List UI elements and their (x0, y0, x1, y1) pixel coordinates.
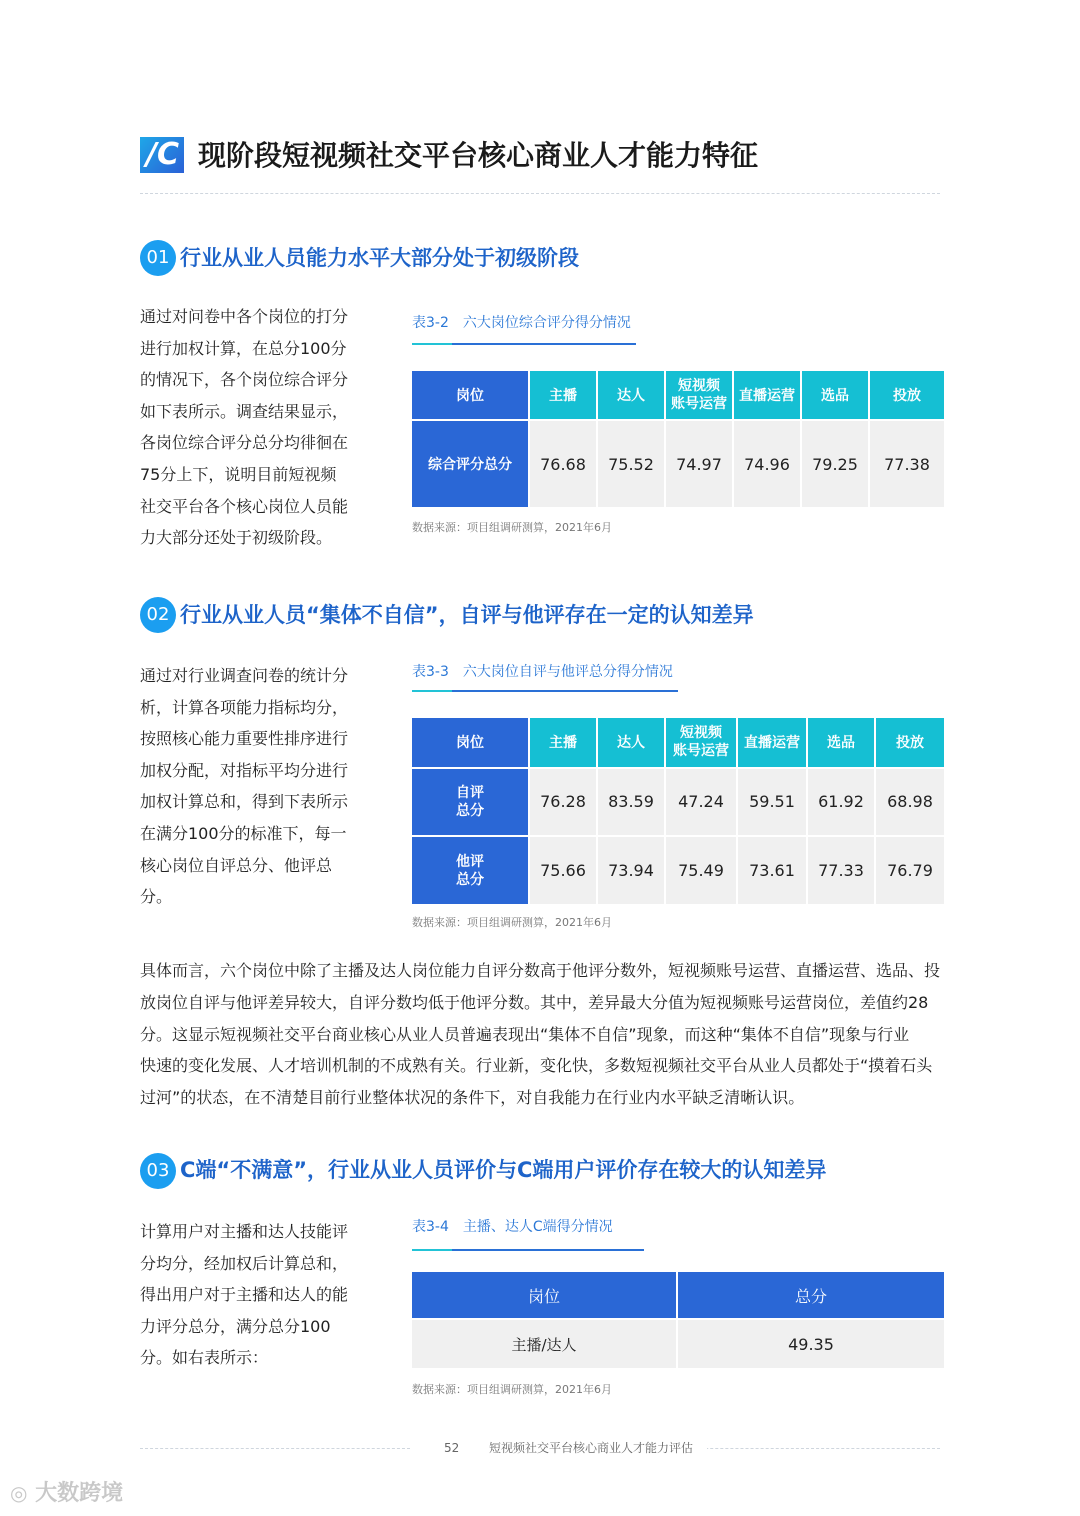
table-3-2-caption: 表3-2 六大岗位综合评分得分情况 (412, 315, 631, 331)
footer-divider-left (140, 1448, 410, 1449)
table-header-cell: 投放 (875, 717, 945, 768)
table-header-cell: 短视频 账号运营 (665, 370, 733, 420)
header-divider (140, 193, 940, 194)
text-line: 力评分总分，满分总分100 (140, 1316, 331, 1336)
header-logo (140, 137, 184, 173)
table-row (411, 420, 945, 508)
text-line: 如下表所示。调查结果显示， (140, 401, 349, 421)
caption-underline (412, 343, 636, 345)
table-3-3-caption: 表3-3 六大岗位自评与他评总分得分情况 (412, 664, 673, 680)
table-3-4-source: 数据来源：项目组调研测算，2021年6月 (412, 1383, 612, 1396)
text-line: 社交平台各个核心岗位人员能 (140, 496, 349, 516)
table-row (411, 1319, 945, 1369)
table-header-cell: 岗位 (411, 1271, 677, 1319)
text-line: 按照核心能力重要性排序进行 (140, 729, 349, 749)
text-line: 具体而言，六个岗位中除了主播及达人岗位能力自评分数高于他评分数外，短视频账号运营、直播运营、选品、投 (140, 961, 941, 980)
caption-underline (412, 1249, 644, 1251)
table-header-cell: 直播运营 (733, 370, 801, 420)
section-2-text (140, 660, 352, 913)
page-title: 现阶段短视频社交平台核心商业人才能力特征 (198, 139, 759, 172)
text-line: 分。如右表所示： (140, 1348, 269, 1368)
table-cell: 76.68 (529, 420, 597, 508)
text-line: 分。这显示短视频社交平台商业核心从业人员普遍表现出“集体不自信”现象，而这种“集体不自信”现象与行业 (140, 1024, 910, 1044)
table-3-4 (410, 1270, 946, 1370)
text-line: 加权计算总和，得到下表所示 (140, 792, 349, 812)
section-3-number: 03 (140, 1153, 176, 1189)
table-cell: 73.94 (597, 836, 665, 905)
table-header-cell: 达人 (597, 370, 665, 420)
text-line: 在满分100分的标准下，每一 (140, 823, 347, 843)
table-cell: 83.59 (597, 768, 665, 837)
watermark-text: 大数跨境 (35, 1481, 124, 1506)
text-line: 力大部分还处于初级阶段。 (140, 528, 333, 548)
table-header-cell: 选品 (801, 370, 869, 420)
table-cell: 主播/达人 (411, 1319, 677, 1369)
table-cell: 79.25 (801, 420, 869, 508)
footer-doc-title: 短视频社交平台核心商业人才能力评估 (488, 1441, 693, 1455)
table-header-cell: 岗位 (411, 370, 529, 420)
watermark (10, 1478, 123, 1509)
table-3-3-source: 数据来源：项目组调研测算，2021年6月 (412, 916, 612, 929)
table-cell: 75.52 (597, 420, 665, 508)
text-line: 的情况下，各个岗位综合评分 (140, 370, 349, 390)
section-1-title: 行业从业人员能力水平大部分处于初级阶段 (180, 246, 579, 270)
table-3-2-source: 数据来源：项目组调研测算，2021年6月 (412, 521, 612, 534)
text-line: 分均分，经加权后计算总和， (140, 1253, 349, 1273)
section-1-number: 01 (140, 240, 176, 276)
table-cell: 76.79 (875, 836, 945, 905)
table-header-cell: 投放 (869, 370, 945, 420)
text-line: 进行加权计算，在总分100分 (140, 338, 347, 358)
table-row (411, 768, 945, 837)
table-cell: 77.33 (807, 836, 875, 905)
watermark-icon: ◎ (10, 1481, 28, 1505)
text-line: 放岗位自评与他评差异较大，自评分数均低于他评分数。其中，差异最大分值为短视频账号运营岗位，差值约28 (140, 992, 929, 1012)
section-3-text (140, 1216, 352, 1374)
header-logo-text: /C (146, 137, 179, 172)
text-line: 通过对问卷中各个岗位的打分 (140, 307, 349, 326)
section-1-text (140, 301, 352, 554)
table-cell: 49.35 (677, 1319, 945, 1369)
table-cell: 73.61 (737, 836, 807, 905)
text-line: 分。 (140, 887, 173, 907)
text-line: 75分上下，说明目前短视频 (140, 464, 337, 484)
table-cell: 77.38 (869, 420, 945, 508)
caption-underline (412, 690, 678, 692)
table-cell: 47.24 (665, 768, 737, 837)
row-header-cell: 他评 总分 (411, 836, 529, 905)
table-cell: 75.49 (665, 836, 737, 905)
table-cell: 74.96 (733, 420, 801, 508)
footer-divider-right (680, 1448, 940, 1449)
table-header-cell: 选品 (807, 717, 875, 768)
row-header-cell: 综合评分总分 (411, 420, 529, 508)
text-line: 加权分配，对指标平均分进行 (140, 760, 349, 780)
table-cell: 76.28 (529, 768, 597, 837)
table-cell: 61.92 (807, 768, 875, 837)
table-header-cell: 达人 (597, 717, 665, 768)
table-cell: 68.98 (875, 768, 945, 837)
table-3-2 (410, 369, 946, 509)
text-line: 析，计算各项能力指标均分， (140, 697, 349, 717)
table-cell: 74.97 (665, 420, 733, 508)
text-line: 得出用户对于主播和达人的能 (140, 1285, 349, 1305)
table-3-3 (410, 716, 946, 906)
text-line: 通过对行业调查问卷的统计分 (140, 666, 349, 685)
table-header-cell: 岗位 (411, 717, 529, 768)
analysis-paragraph (140, 955, 942, 1114)
table-header-cell: 短视频 账号运营 (665, 717, 737, 768)
footer (430, 1438, 707, 1458)
table-3-4-caption: 表3-4 主播、达人C端得分情况 (412, 1219, 613, 1235)
section-2-title: 行业从业人员“集体不自信”，自评与他评存在一定的认知差异 (180, 603, 754, 627)
table-header-cell: 主播 (529, 717, 597, 768)
table-header-cell: 主播 (529, 370, 597, 420)
text-line: 核心岗位自评总分、他评总 (140, 855, 333, 875)
table-row (411, 836, 945, 905)
section-3-title: C端“不满意”，行业从业人员评价与C端用户评价存在较大的认知差异 (180, 1158, 827, 1182)
table-header-cell: 直播运营 (737, 717, 807, 768)
table-cell: 75.66 (529, 836, 597, 905)
text-line: 过河”的状态，在不清楚目前行业整体状况的条件下，对自我能力在行业内水平缺乏清晰认识。 (140, 1088, 805, 1108)
page-number: 52 (444, 1441, 460, 1455)
row-header-cell: 自评 总分 (411, 768, 529, 837)
text-line: 快速的变化发展、人才培训机制的不成熟有关。行业新，变化快，多数短视频社交平台从业人员都处于“摸着石头 (140, 1056, 933, 1076)
table-header-cell: 总分 (677, 1271, 945, 1319)
text-line: 各岗位综合评分总分均徘徊在 (140, 433, 349, 453)
text-line: 计算用户对主播和达人技能评 (140, 1222, 349, 1241)
table-cell: 59.51 (737, 768, 807, 837)
section-2-number: 02 (140, 597, 176, 633)
